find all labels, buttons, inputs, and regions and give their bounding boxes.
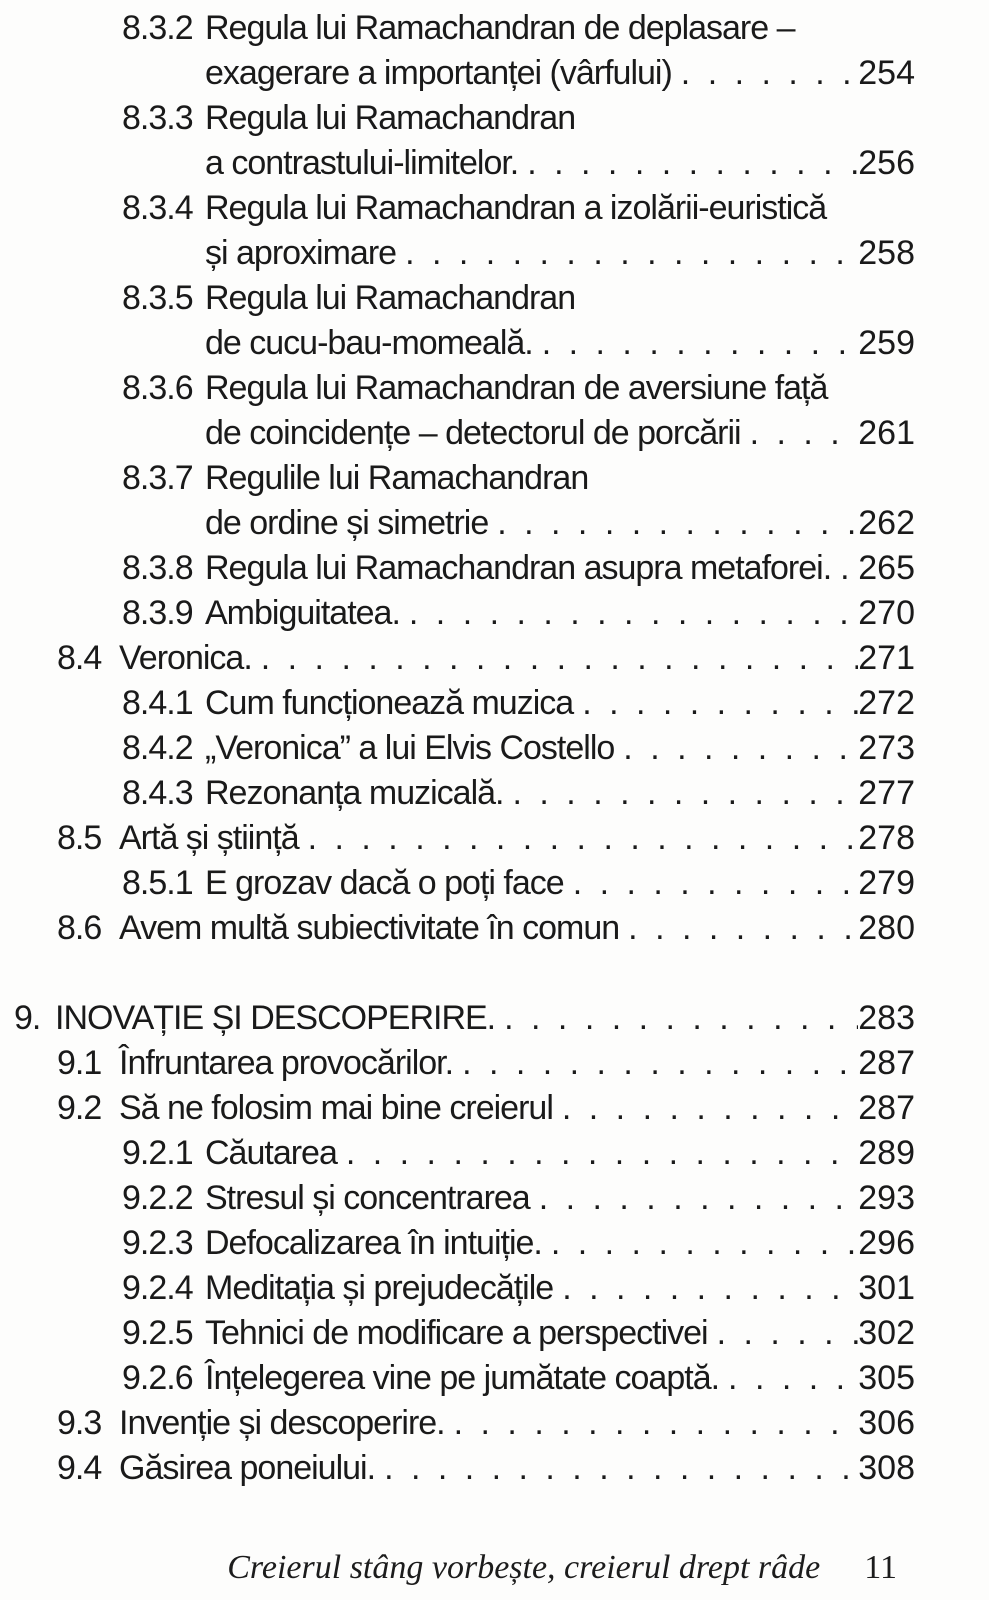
- toc-entry-number: 8.5.1: [122, 864, 193, 902]
- toc-entry-page-number: 301: [858, 1269, 915, 1307]
- dot-leader: [831, 546, 858, 591]
- dot-leader: [252, 636, 859, 681]
- dot-leader: [400, 591, 858, 636]
- toc-entry-title: Înfruntarea provocărilor.: [119, 1044, 454, 1082]
- toc-entry-title: Să ne folosim mai bine creierul: [119, 1089, 553, 1127]
- toc-entry-title: și aproximare: [205, 234, 397, 272]
- toc-entry-number: 8.6: [57, 909, 102, 947]
- toc-entry-8.4.3: [0, 771, 915, 816]
- dot-leader: [719, 1356, 858, 1401]
- toc-entry-title: INOVAȚIE ȘI DESCOPERIRE.: [55, 999, 496, 1037]
- toc-entry-9.2.6: [0, 1356, 915, 1401]
- toc-entry-page-number: 272: [858, 684, 915, 722]
- toc-entry-8.4.2: [0, 726, 915, 771]
- toc-entry-9.2: [0, 1086, 915, 1131]
- toc-entry-title: Invenție și descoperire.: [119, 1404, 445, 1442]
- dot-leader: [553, 1086, 858, 1131]
- toc-entry-page-number: 280: [858, 909, 915, 947]
- toc-entry-continuation: [0, 321, 915, 366]
- toc-entry-number: 8.4.1: [122, 684, 193, 722]
- toc-entry-9.2.5: [0, 1311, 915, 1356]
- toc-entry-title: Regula lui Ramachandran asupra metaforei.: [205, 549, 832, 587]
- toc-entry-title: „Veronica” a lui Elvis Costello: [205, 729, 615, 767]
- toc-entry-page-number: 289: [858, 1134, 915, 1172]
- toc-entry-page-number: 283: [858, 999, 915, 1037]
- toc-entry-title: Regulile lui Ramachandran: [205, 459, 589, 497]
- toc-entry-title: Defocalizarea în intuiție.: [205, 1224, 542, 1262]
- toc-entry-title: a contrastului-limitelor.: [205, 144, 519, 182]
- dot-leader: [573, 681, 858, 726]
- toc-entry-page-number: 293: [858, 1179, 915, 1217]
- toc-entry-title: Căutarea: [205, 1134, 337, 1172]
- toc-entry-number: 9.4: [57, 1449, 102, 1487]
- toc-entry-title: de coincidențe – detectorul de porcării: [205, 414, 741, 452]
- toc-entry-number: 8.4.2: [122, 729, 193, 767]
- toc-entry-number: 8.3.8: [122, 549, 193, 587]
- toc-entry-page-number: 273: [858, 729, 915, 767]
- toc-entry-page-number: 305: [858, 1359, 915, 1397]
- dot-leader: [614, 726, 858, 771]
- toc-entry-continuation: [0, 411, 915, 456]
- toc-entry-title: de ordine și simetrie: [205, 504, 489, 542]
- dot-leader: [672, 51, 858, 96]
- toc-entry-9.2.1: [0, 1131, 915, 1176]
- dot-leader: [445, 1401, 859, 1446]
- toc-entry-page-number: 262: [858, 504, 915, 542]
- toc-entry-9.4: [0, 1446, 915, 1491]
- toc-entry-page-number: 302: [858, 1314, 915, 1352]
- toc-entry-title: Regula lui Ramachandran a izolării-euristică: [205, 189, 827, 227]
- toc-entry-number: 9.2.5: [122, 1314, 193, 1352]
- dot-leader: [504, 771, 859, 816]
- dot-leader: [564, 861, 859, 906]
- footer-page-number: 11: [864, 1549, 897, 1586]
- toc-entry-number: 9.2.6: [122, 1359, 193, 1397]
- toc-entry-title: E grozav dacă o poți face: [205, 864, 564, 902]
- toc-entry-page-number: 259: [858, 324, 915, 362]
- toc-entry-title: Rezonanța muzicală.: [205, 774, 504, 812]
- toc-entry-number: 8.3.4: [122, 189, 193, 227]
- dot-leader: [495, 996, 858, 1041]
- toc-entry-number: 8.3.3: [122, 99, 193, 137]
- toc-entry-8.6: [0, 906, 915, 951]
- toc-entry-page-number: 254: [858, 54, 915, 92]
- toc-entry-continuation: [0, 51, 915, 96]
- toc-entry-continuation: [0, 141, 915, 186]
- toc-entry-title: Cum funcționează muzica: [205, 684, 574, 722]
- toc-entry-8.5.1: [0, 861, 915, 906]
- toc-entry-number: 9.2.4: [122, 1269, 193, 1307]
- toc-entry-title: Găsirea poneiului.: [119, 1449, 376, 1487]
- toc-entry-number: 8.3.7: [122, 459, 193, 497]
- toc-entry-title: Stresul și concentrarea: [205, 1179, 530, 1217]
- toc-entry-8.4: [0, 636, 915, 681]
- toc-entry-8.5: [0, 816, 915, 861]
- toc-entry-title: Tehnici de modificare a perspectivei: [205, 1314, 708, 1352]
- toc-entry-continuation: [0, 231, 915, 276]
- toc-entry-number: 8.3.9: [122, 594, 193, 632]
- toc-entry-number: 9.2.3: [122, 1224, 193, 1262]
- toc-entry-8.3.5: [0, 276, 915, 321]
- toc-entry-title: Regula lui Ramachandran de aversiune față: [205, 369, 828, 407]
- toc-entry-page-number: 296: [858, 1224, 915, 1262]
- toc-entry-8.3.8: [0, 546, 915, 591]
- toc-entry-number: 9.3: [57, 1404, 102, 1442]
- running-footer-book-title: Creierul stâng vorbește, creierul drept râde: [227, 1549, 821, 1586]
- toc-entry-page-number: 287: [858, 1089, 915, 1127]
- toc-entry-number: 8.3.6: [122, 369, 193, 407]
- toc-entry-number: 9.2: [57, 1089, 102, 1127]
- toc-entry-page-number: 277: [858, 774, 915, 812]
- toc-entry-page-number: 279: [858, 864, 915, 902]
- toc-entry-9.2.4: [0, 1266, 915, 1311]
- toc-entry-number: 9.2.2: [122, 1179, 193, 1217]
- toc-entry-8.3.9: [0, 591, 915, 636]
- toc-entry-number: 8.4.3: [122, 774, 193, 812]
- toc-entry-number: 9.2.1: [122, 1134, 193, 1172]
- toc-entry-9.2.3: [0, 1221, 915, 1266]
- toc-entry-page-number: 258: [858, 234, 915, 272]
- toc-entry-page-number: 287: [858, 1044, 915, 1082]
- toc-entry-8.3.6: [0, 366, 915, 411]
- toc-entry-page-number: 271: [858, 639, 915, 677]
- dot-leader: [375, 1446, 858, 1491]
- dot-leader: [530, 1176, 859, 1221]
- toc-entry-title: exagerare a importanței (vârfului): [205, 54, 672, 92]
- toc-entry-title: de cucu-bau-momeală.: [205, 324, 533, 362]
- dot-leader: [533, 321, 859, 366]
- toc-entry-title: Artă și știință: [119, 819, 299, 857]
- dot-leader: [553, 1266, 858, 1311]
- toc-entry-9.2.2: [0, 1176, 915, 1221]
- dot-leader: [396, 231, 858, 276]
- toc-entry-8.3.7: [0, 456, 915, 501]
- toc-entry-page-number: 256: [858, 144, 915, 182]
- toc-entry-page-number: 265: [858, 549, 915, 587]
- dot-leader: [518, 141, 858, 186]
- toc-entry-title: Avem multă subiectivitate în comun: [119, 909, 620, 947]
- toc-entry-title: Ambiguitatea.: [205, 594, 400, 632]
- toc-entry-page-number: 308: [858, 1449, 915, 1487]
- dot-leader: [542, 1221, 858, 1266]
- dot-leader: [299, 816, 859, 861]
- dot-leader: [708, 1311, 859, 1356]
- dot-leader: [619, 906, 858, 951]
- toc-entry-9.1: [0, 1041, 915, 1086]
- toc-entry-title: Meditația și prejudecățile: [205, 1269, 554, 1307]
- toc-entry-9: [0, 996, 915, 1041]
- section-gap: [0, 951, 989, 996]
- toc-entry-number: 8.3.2: [122, 9, 193, 47]
- toc-entry-page-number: 278: [858, 819, 915, 857]
- toc-entry-8.4.1: [0, 681, 915, 726]
- toc-entry-title: Regula lui Ramachandran de deplasare –: [205, 9, 795, 47]
- dot-leader: [453, 1041, 858, 1086]
- toc-entry-number: 8.4: [57, 639, 102, 677]
- toc-entry-9.3: [0, 1401, 915, 1446]
- toc-entry-continuation: [0, 501, 915, 546]
- toc-entry-page-number: 261: [858, 414, 915, 452]
- dot-leader: [488, 501, 858, 546]
- toc-entry-title: Regula lui Ramachandran: [205, 279, 576, 317]
- toc-entry-page-number: 306: [858, 1404, 915, 1442]
- page-footer: [227, 1545, 897, 1590]
- toc-entry-8.3.2: [0, 6, 915, 51]
- toc-entry-number: 9.: [14, 999, 41, 1037]
- toc-entry-title: Înțelegerea vine pe jumătate coaptă.: [205, 1359, 720, 1397]
- toc-entry-8.3.4: [0, 186, 915, 231]
- toc-entry-8.3.3: [0, 96, 915, 141]
- toc-entry-title: Regula lui Ramachandran: [205, 99, 576, 137]
- toc-entry-number: 8.5: [57, 819, 102, 857]
- toc-entry-page-number: 270: [858, 594, 915, 632]
- toc-entry-title: Veronica.: [119, 639, 252, 677]
- toc-entry-number: 8.3.5: [122, 279, 193, 317]
- dot-leader: [337, 1131, 858, 1176]
- toc-entry-number: 9.1: [57, 1044, 102, 1082]
- dot-leader: [741, 411, 859, 456]
